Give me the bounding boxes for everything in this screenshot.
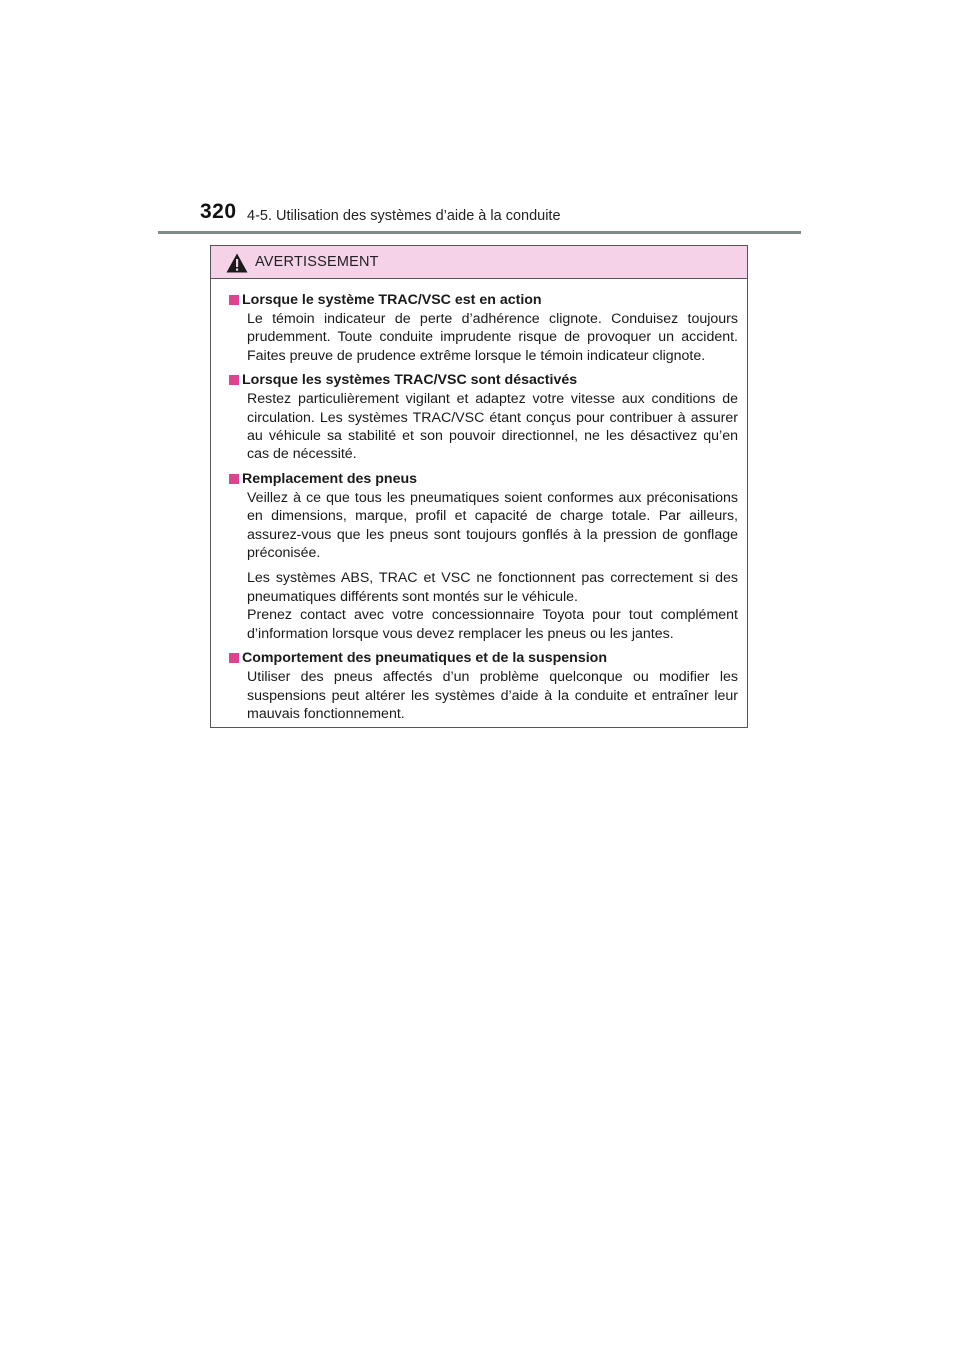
warning-body (211, 279, 747, 723)
warning-box (210, 245, 748, 728)
section-paragraph: Le témoin indicateur de perte d’adhérence clignote. Conduisez toujours prudemment. Toute conduite imprudente risque de provoquer un accident. Faites preuve de prudence extrême lorsque le témoin indicateur clignote. (247, 311, 738, 364)
warning-label: AVERTISSEMENT (255, 254, 379, 270)
section-title: Lorsque les systèmes TRAC/VSC sont désactivés (242, 372, 578, 389)
section-title: Lorsque le système TRAC/VSC est en action (242, 292, 542, 308)
chapter-title: 4-5. Utilisation des systèmes d’aide à la conduite (247, 208, 561, 224)
section-paragraph: Les systèmes ABS, TRAC et VSC ne fonctionnent pas correctement si des pneumatiques différents sont montés sur le véhicule. (247, 570, 738, 605)
square-bullet-icon (229, 474, 239, 484)
section-heading (229, 470, 738, 488)
section-heading (229, 291, 738, 309)
warning-section (229, 291, 738, 365)
page-header (0, 0, 960, 240)
square-bullet-icon (229, 375, 239, 385)
warning-triangle-icon (226, 253, 248, 273)
square-bullet-icon (229, 653, 239, 663)
warning-section (229, 470, 738, 643)
section-heading (229, 649, 738, 667)
section-title: Comportement des pneumatiques et de la suspension (242, 650, 608, 667)
section-heading (229, 371, 738, 389)
page-number: 320 (200, 200, 237, 223)
section-title: Remplacement des pneus (242, 470, 418, 487)
header-rule (158, 231, 801, 234)
section-paragraph: Utiliser des pneus affectés d’un problème quelconque ou modifier les suspensions peut altérer les systèmes d’aide à la conduite et entraîner leur mauvais fonctionnement. (247, 669, 738, 722)
warning-header (211, 246, 747, 279)
square-bullet-icon (229, 295, 239, 305)
section-paragraph: Veillez à ce que tous les pneumatiques soient conformes aux préconisations en dimensions, marque, profil et capacité de charge totale. Par ailleurs, assurez-vous que les pneus sont toujours gonflés à la pression de gonflage préconisée. (247, 489, 738, 562)
warning-section (229, 371, 738, 464)
section-paragraph: Restez particulièrement vigilant et adaptez votre vitesse aux conditions de circulation. Les systèmes TRAC/VSC étant conçus pour contribuer à assurer au véhicule sa stabilité et son pouvoir directionnel, ne les désactivez qu’en cas de nécessité. (247, 391, 738, 463)
warning-section (229, 649, 738, 723)
section-paragraph: Prenez contact avec votre concessionnaire Toyota pour tout complément d’information lorsque vous devez remplacer les pneus ou les jantes. (247, 607, 738, 642)
